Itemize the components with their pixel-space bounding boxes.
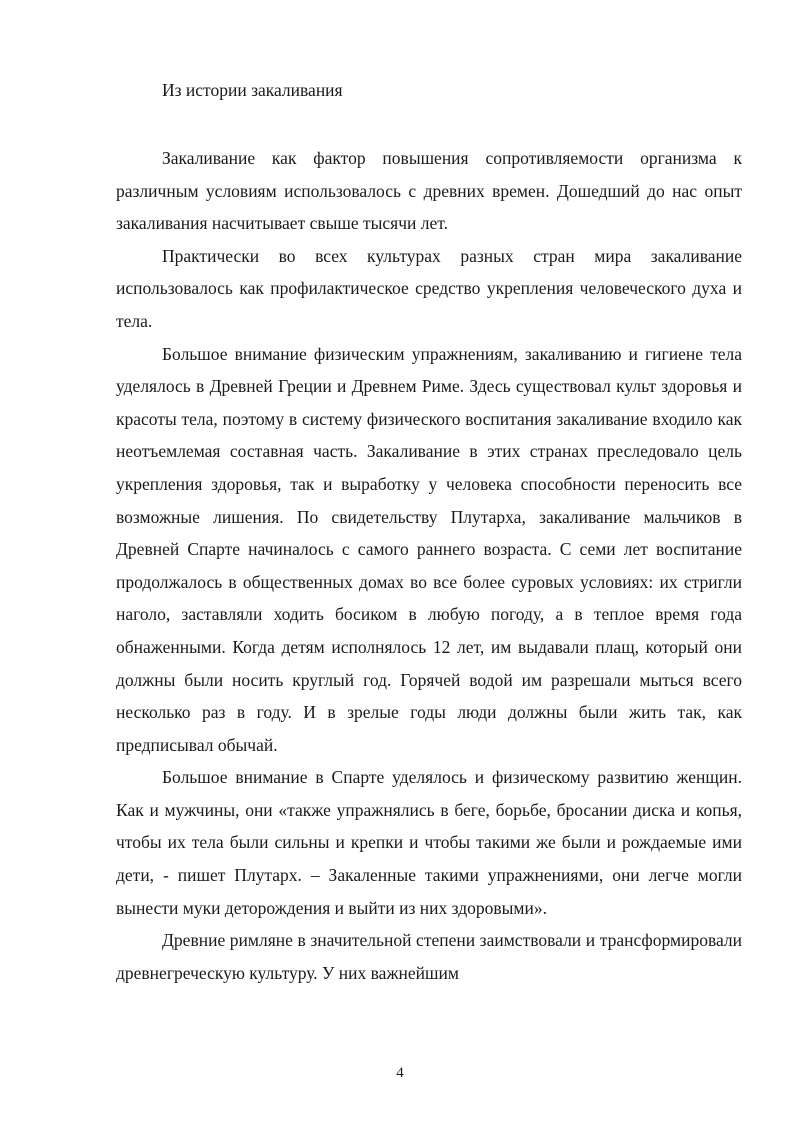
section-heading: Из истории закаливания — [162, 80, 343, 100]
paragraph: Закаливание как фактор повышения сопротивляемости организма к различным условиям использовалось с древних времен. Дошедший до нас опыт закаливания насчитывает свыше тысячи лет. — [116, 148, 742, 234]
paragraph: Древние римляне в значительной степени заимствовали и трансформировали древнегреческую культуру. У них важнейшим — [116, 930, 742, 983]
paragraph: Большое внимание физическим упражнениям, закаливанию и гигиене тела уделялось в Древней Греции и Древнем Риме. Здесь существовал культ здоровья и красоты тела, поэтому в систему физического воспитания закаливание входило как неотъемлемая составная часть. Закаливание в этих странах преследовало цель укрепления здоровья, так и выработку у человека способности переносить все возможные лишения. По свидетельству Плутарха, закаливание мальчиков в Древней Спарте начиналось с самого раннего возраста. С семи лет воспитание продолжалось в общественных домах во все более суровых условиях: их стригли наголо, заставляли ходить босиком в любую погоду, а в теплое время года обнаженными. Когда детям исполнялось 12 лет, им выдавали плащ, который они должны были носить круглый год. Горячей водой им разрешали мыться всего несколько раз в году. И в зрелые годы люди должны были жить так, как предписывал обычай. — [116, 343, 742, 755]
page-number: 4 — [396, 1065, 404, 1081]
paragraph: Практически во всех культурах разных стран мира закаливание использовалось как профилактическое средство укрепления человеческого духа и тела. — [116, 245, 742, 331]
body-text — [116, 142, 742, 989]
paragraph: Большое внимание в Спарте уделялось и физическому развитию женщин. Как и мужчины, они «также упражнялись в беге, борьбе, бросании диска и копья, чтобы их тела были сильны и крепки и чтобы такими же были и рождаемые ими дети, - пишет Плутарх. – Закаленные такими упражнениями, они легче могли вынести муки деторождения и выйти из них здоровыми». — [116, 767, 742, 918]
